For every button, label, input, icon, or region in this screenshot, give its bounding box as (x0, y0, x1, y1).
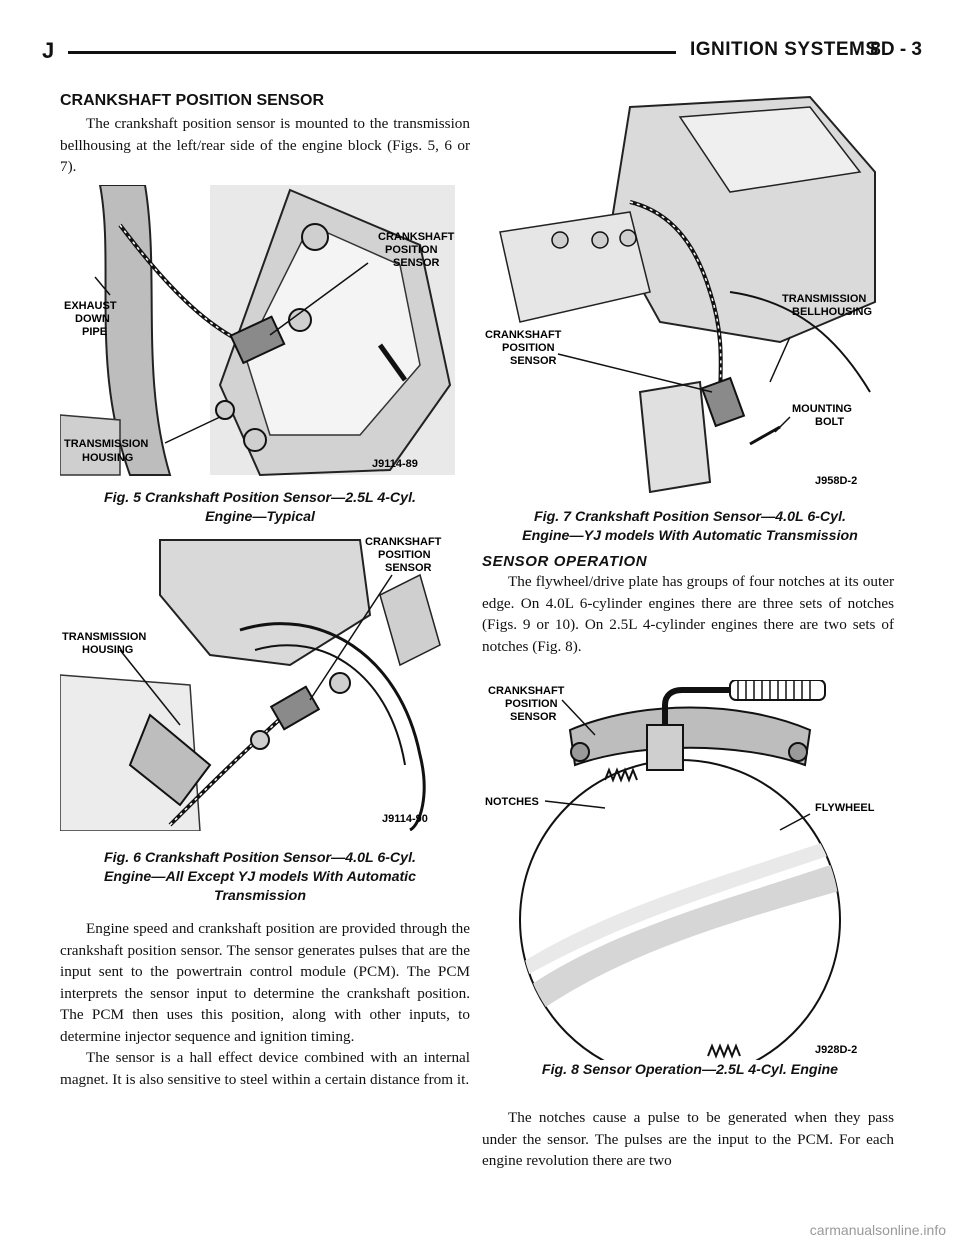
heading-crankshaft-position-sensor: CRANKSHAFT POSITION SENSOR (60, 92, 325, 109)
fig8-label-sensor-1: CRANKSHAFT (488, 685, 565, 697)
fig8-label-flywheel: FLYWHEEL (815, 802, 875, 814)
paragraph-engine-speed: Engine speed and crankshaft position are provided through the crankshaft position sensor. The sensor generates pulses that are the input sent to the powertrain control module (PCM). The PCM interprets the sensor input to determine the crankshaft position. The PCM then uses this position, along with other inputs, to determine injector sequence and ignition timing. (60, 920, 470, 1045)
fig8-illustration (480, 680, 900, 1060)
fig6-caption (60, 849, 460, 906)
fig5-label-sensor-2: POSITION (385, 244, 438, 256)
fig6-label-sensor-1: CRANKSHAFT (365, 536, 442, 548)
fig5-label-exhaust-3: PIPE (82, 326, 108, 338)
fig5-label-exhaust-1: EXHAUST (64, 300, 117, 312)
fig5-label-housing-2: HOUSING (82, 452, 134, 464)
fig5-label-sensor-3: SENSOR (393, 257, 440, 269)
fig6-label-housing-2: HOUSING (82, 644, 134, 656)
page-header (42, 38, 922, 72)
fig7-label-bolt-2: BOLT (815, 416, 845, 428)
fig6-illustration (60, 535, 460, 831)
intro-paragraph: The crankshaft position sensor is mounted to the transmission bellhousing at the left/rear side of the engine block (Figs. 5, 6 or 7). (60, 115, 470, 175)
fig6-caption-line-3: Transmission (214, 888, 306, 904)
fig7-label-sensor-2: POSITION (502, 342, 555, 354)
fig8-label-sensor-2: POSITION (505, 698, 558, 710)
paragraph-notches-pulse: The notches cause a pulse to be generated when they pass under the sensor. The pulses are the input to the PCM. For each engine revolution there are two (482, 1109, 894, 1169)
fig5-code: J9114-89 (372, 458, 418, 470)
fig7-label-bolt-1: MOUNTING (792, 403, 852, 415)
fig5-caption-line-1: Fig. 5 Crankshaft Position Sensor—2.5L 4-Cyl. (104, 490, 416, 506)
header-page-number: 8D - 3 (870, 39, 922, 60)
fig7-code: J958D-2 (815, 475, 858, 487)
fig6-caption-line-2: Engine—All Except YJ models With Automatic (103, 869, 417, 885)
header-rule (68, 51, 676, 54)
fig5-caption-line-2: Engine—Typical (205, 509, 315, 525)
fig5-illustration (60, 185, 460, 477)
watermark: carmanualsonline.info (809, 1222, 946, 1238)
fig7-label-bell-1: TRANSMISSION (782, 293, 867, 305)
fig7-illustration (480, 92, 900, 494)
fig7-label-sensor-1: CRANKSHAFT (485, 329, 562, 341)
header-letter: J (42, 38, 55, 63)
fig7-caption-line-2: Engine—YJ models With Automatic Transmission (522, 528, 858, 544)
left-column-body (60, 918, 470, 1090)
fig6-caption-line-1: Fig. 6 Crankshaft Position Sensor—4.0L 6-Cyl. (104, 850, 416, 866)
fig5-label-sensor-1: CRANKSHAFT (378, 231, 455, 243)
fig5-caption (60, 489, 460, 527)
paragraph-hall-effect: The sensor is a hall effect device combined with an internal magnet. It is also sensitive to steel within a certain distance from it. (60, 1049, 470, 1088)
fig7-caption (480, 508, 900, 546)
fig8-label-notches: NOTCHES (485, 796, 539, 808)
fig7-label-bell-2: BELLHOUSING (792, 306, 873, 318)
fig5-label-exhaust-2: DOWN (75, 313, 110, 325)
fig6-label-housing-1: TRANSMISSION (62, 631, 147, 643)
heading-sensor-operation: SENSOR OPERATION (482, 553, 648, 570)
fig5-label-housing-1: TRANSMISSION (64, 438, 149, 450)
fig8-label-sensor-3: SENSOR (510, 711, 557, 723)
fig7-label-sensor-3: SENSOR (510, 355, 557, 367)
fig7-caption-line-1: Fig. 7 Crankshaft Position Sensor—4.0L 6-Cyl. (534, 509, 846, 525)
fig6-label-sensor-2: POSITION (378, 549, 431, 561)
right-column-operation (482, 553, 894, 657)
fig8-caption (480, 1061, 900, 1080)
fig8-caption-line-1: Fig. 8 Sensor Operation—2.5L 4-Cyl. Engine (541, 1062, 839, 1078)
paragraph-flywheel-notches: The flywheel/drive plate has groups of four notches at its outer edge. On 4.0L 6-cylinder engines there are three sets of notches (Figs. 9 or 10). On 2.5L 4-cylinder engines there are two sets of notches (Fig. 8). (482, 573, 894, 655)
right-column-pulses (482, 1107, 894, 1172)
fig6-code: J9114-90 (382, 813, 428, 825)
header-section-title: IGNITION SYSTEMS (690, 39, 879, 60)
fig6-label-sensor-3: SENSOR (385, 562, 432, 574)
fig8-code: J928D-2 (815, 1044, 858, 1056)
left-column-intro (60, 92, 470, 178)
